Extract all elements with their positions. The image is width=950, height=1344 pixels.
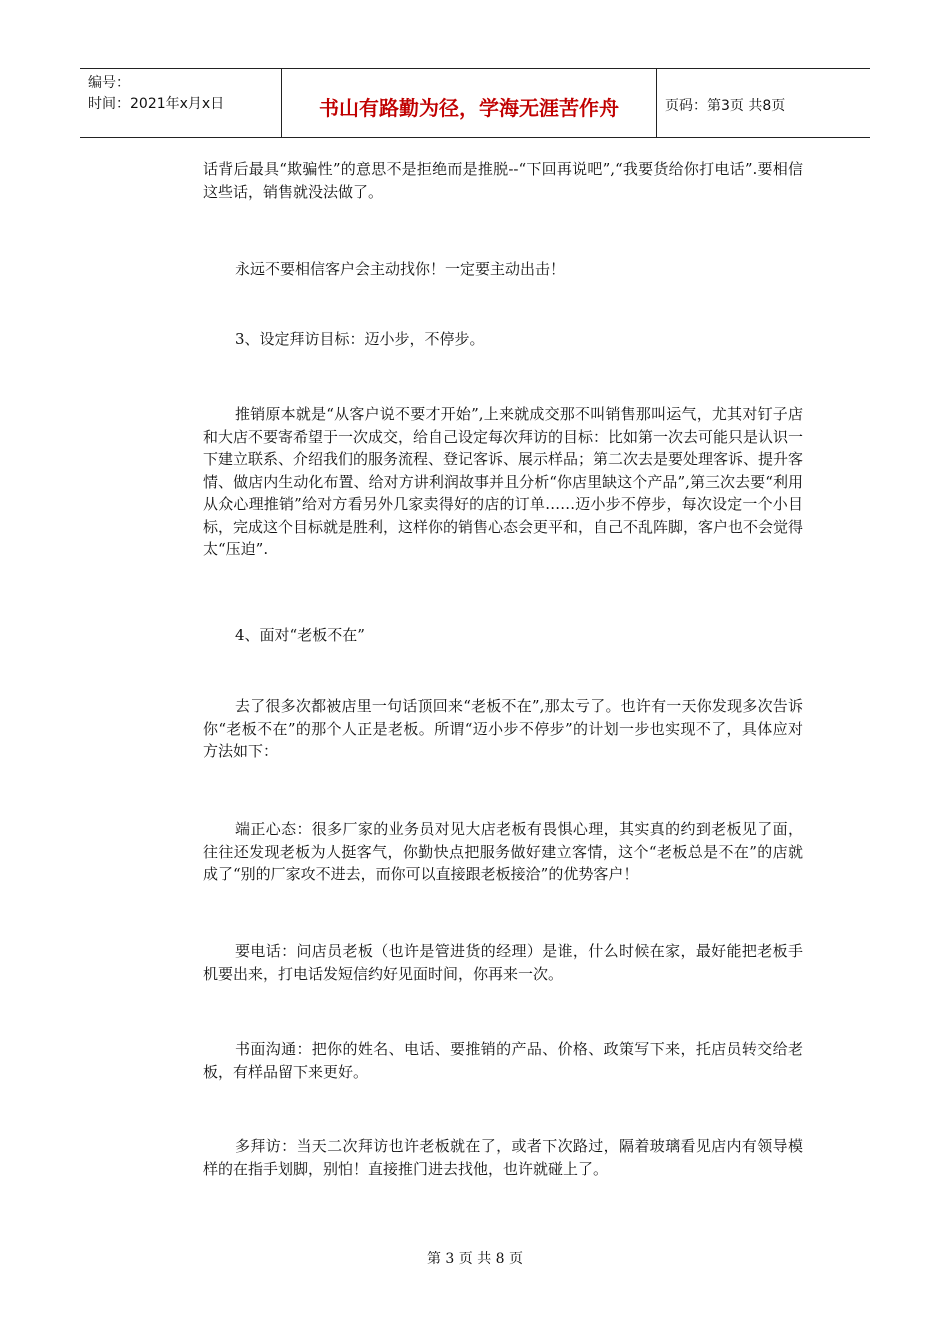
- paragraph-right-attitude: 端正心态：很多厂家的业务员对见大店老板有畏惧心理，其实真的约到老板见了面，往往还发现老板为人挺客气，你勤快点把服务做好建立客情，这个“老板总是不在”的店就成了“别的厂家攻不进去，而你可以直接跟老板接洽”的优势客户！: [203, 820, 803, 883]
- header-meta: [80, 69, 282, 137]
- header-motto: 书山有路勤为径，学海无涯苦作舟: [282, 69, 657, 137]
- section-heading-3: 3、设定拜访目标：迈小步，不停步。: [235, 330, 485, 348]
- section-heading-4: 4、面对“老板不在”: [235, 626, 365, 644]
- header-page-label: 页码：第3页 共8页: [665, 98, 786, 114]
- document-number-label: 编号：: [88, 75, 130, 91]
- paragraph-written-communication: 书面沟通：把你的姓名、电话、要推销的产品、价格、政策写下来，托店员转交给老板，有样品留下来更好。: [203, 1040, 803, 1081]
- paragraph-visit-goals: 推销原本就是“从客户说不要才开始”,上来就成交那不叫销售那叫运气，尤其对钉子店和大店不要寄希望于一次成交，给自己设定每次拜访的目标：比如第一次去可能只是认识一下建立联系、介绍我们的服务流程、登记客诉、展示样品；第二次去是要处理客诉、提升客情、做店内生动化布置、给对方讲利润故事并且分析“你店里缺这个产品”,第三次去要“利用从众心理推销”给对方看另外几家卖得好的店的订单……迈小步不停步，每次设定一个小目标，完成这个目标就是胜利，这样你的销售心态会更平和，自己不乱阵脚，客户也不会觉得太“压迫”.: [203, 405, 804, 558]
- paragraph-get-phone: 要电话：问店员老板（也许是管进货的经理）是谁，什么时候在家，最好能把老板手机要出来，打电话发短信约好见面时间，你再来一次。: [203, 942, 803, 983]
- page-footer: 第 3 页 共 8 页: [426, 1251, 524, 1267]
- paragraph-boss-absent: 去了很多次都被店里一句话顶回来“老板不在”,那太亏了。也许有一天你发现多次告诉你“老板不在”的那个人正是老板。所谓“迈小步不停步”的计划一步也实现不了，具体应对方法如下：: [203, 697, 803, 760]
- paragraph-take-initiative: 永远不要相信客户会主动找你！一定要主动出击！: [235, 260, 566, 278]
- document-date-label: 时间：2021年x月x日: [88, 96, 225, 112]
- paragraph-repeat-visits: 多拜访：当天二次拜访也许老板就在了，或者下次路过，隔着玻璃看见店内有领导模样的在指手划脚，别怕！直接推门进去找他，也许就碰上了。: [203, 1137, 803, 1178]
- paragraph-continuation: 话背后最具“欺骗性”的意思不是拒绝而是推脱--“下回再说吧”,“我要货给你打电话”.要相信这些话，销售就没法做了。: [203, 160, 803, 201]
- page-header: [80, 68, 870, 138]
